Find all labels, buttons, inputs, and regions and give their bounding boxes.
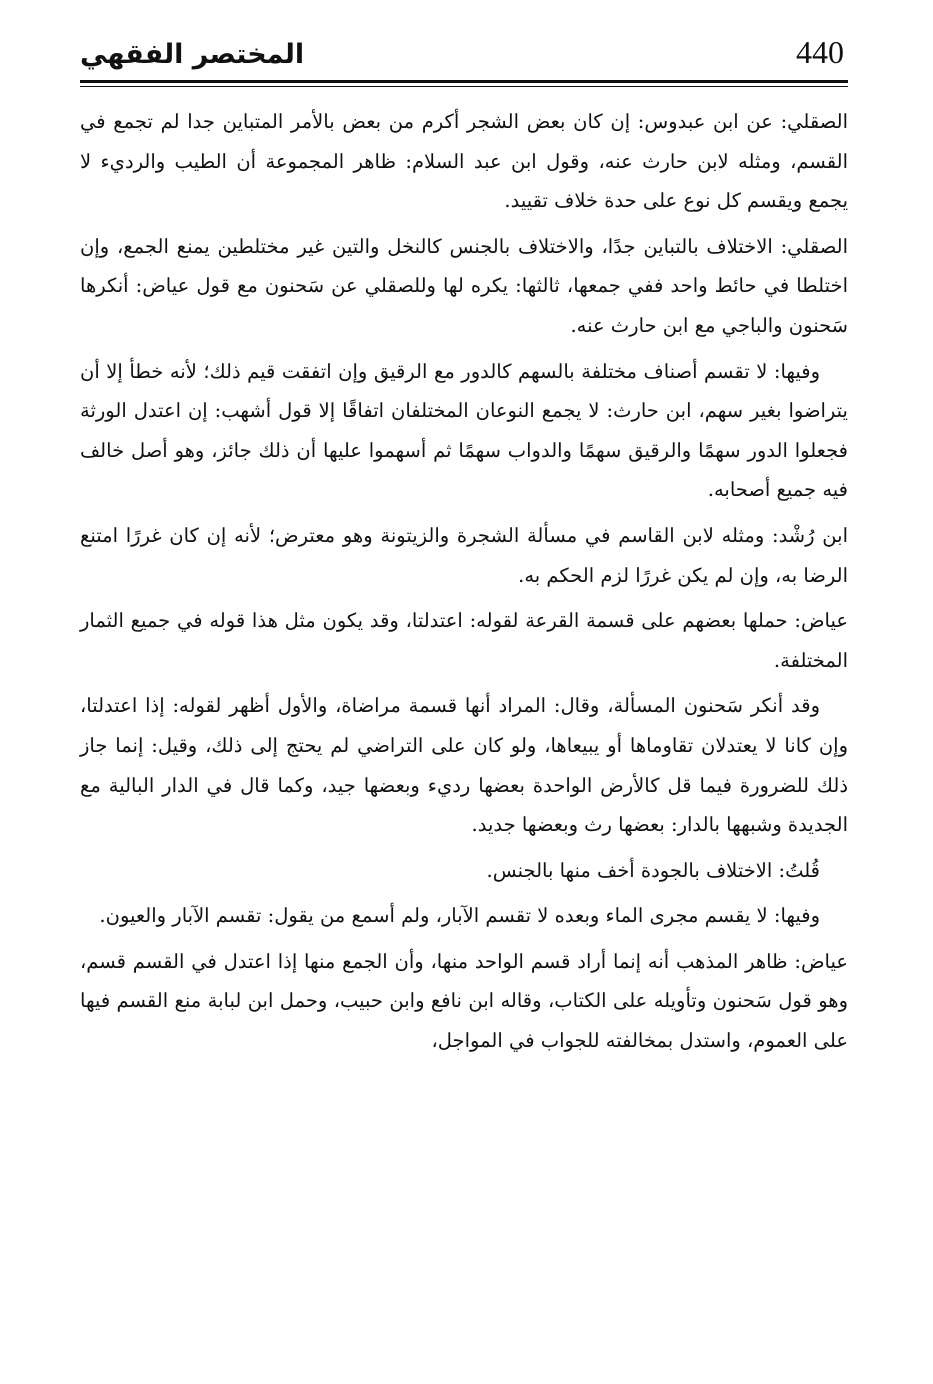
header-rule-thin bbox=[80, 86, 848, 87]
paragraph: وفيها: لا يقسم مجرى الماء وبعده لا تقسم الآبار، ولم أسمع من يقول: تقسم الآبار والعيون. bbox=[99, 904, 820, 928]
body-text bbox=[80, 102, 848, 1061]
page-number: 440 bbox=[796, 34, 844, 70]
paragraph: ابن رُشْد: ومثله لابن القاسم في مسألة الشجرة والزيتونة وهو معترض؛ لأنه إن كان غررًا امتنع الرضا به، وإن لم يكن غررًا لزم الحكم به. bbox=[80, 523, 848, 587]
running-title: المختصر الفقهي bbox=[80, 39, 305, 70]
paragraph: قُلتُ: الاختلاف بالجودة أخف منها بالجنس. bbox=[486, 858, 820, 882]
paragraph: عياض: ظاهر المذهب أنه إنما أراد قسم الواحد منها، وأن الجمع منها إذا اعتدل في القسم قسم، وهو قول سَحنون وتأويله على الكتاب، وقاله ابن نافع وابن حبيب، وحمل ابن لبابة منع القسم فيها على العموم، واستدل بمخالفته للجواب في المواجل، bbox=[80, 949, 848, 1053]
book-page bbox=[80, 30, 848, 1360]
paragraph: عياض: حملها بعضهم على قسمة القرعة لقوله: اعتدلتا، وقد يكون مثل هذا قوله في جميع الثمار المختلفة. bbox=[80, 609, 848, 672]
paragraph: الصقلي: الاختلاف بالتباين جدًا، والاختلاف بالجنس كالنخل والتين غير مختلطين يمنع الجمع، وإن اختلطا في حائط واحد ففي جمعها، ثالثها: يكره لها وللصقلي عن سَحنون مع قول عياض: أنكرها سَحنون والباجي مع ابن حارث عنه. bbox=[80, 234, 848, 337]
paragraph: وقد أنكر سَحنون المسألة، وقال: المراد أنها قسمة مراضاة، والأول أظهر لقوله: إذا اعتدلتا، وإن كانا لا يعتدلان تقاوماها أو يبيعاها، ولو كان على التراضي لم يحتج إلى ذلك، وقيل: إنما جاز ذلك للضرورة فيما قل كالأرض الواحدة بعضها رديء وبعضها جيد، وكما قال في الدار البالية مع الجديدة وشبهها بالدار: بعضها رث وبعضها جديد. bbox=[80, 694, 848, 837]
paragraph: وفيها: لا تقسم أصناف مختلفة بالسهم كالدور مع الرقيق وإن اتفقت قيم ذلك؛ لأنه خطأ إلا أن يتراضوا بغير سهم، ابن حارث: لا يجمع النوعان المختلفان اتفاقًا إلا قول أشهب: إن اعتدل الورثة فجعلوا الدور سهمًا والرقيق سهمًا والدواب سهمًا ثم أسهموا عليها أن ذلك جائز، وهو أصل خالف فيه جميع أصحابه. bbox=[80, 359, 848, 502]
header-rule-thick bbox=[80, 80, 848, 83]
paragraph: الصقلي: عن ابن عبدوس: إن كان بعض الشجر أكرم من بعض بالأمر المتباين جدا لم تجمع في القسم، ومثله لابن حارث عنه، وقول ابن عبد السلام: ظاهر المجموعة أن الطيب والرديء لا يجمع ويقسم كل نوع على حدة خلاف تقييد. bbox=[80, 110, 848, 213]
page-header bbox=[80, 30, 848, 88]
